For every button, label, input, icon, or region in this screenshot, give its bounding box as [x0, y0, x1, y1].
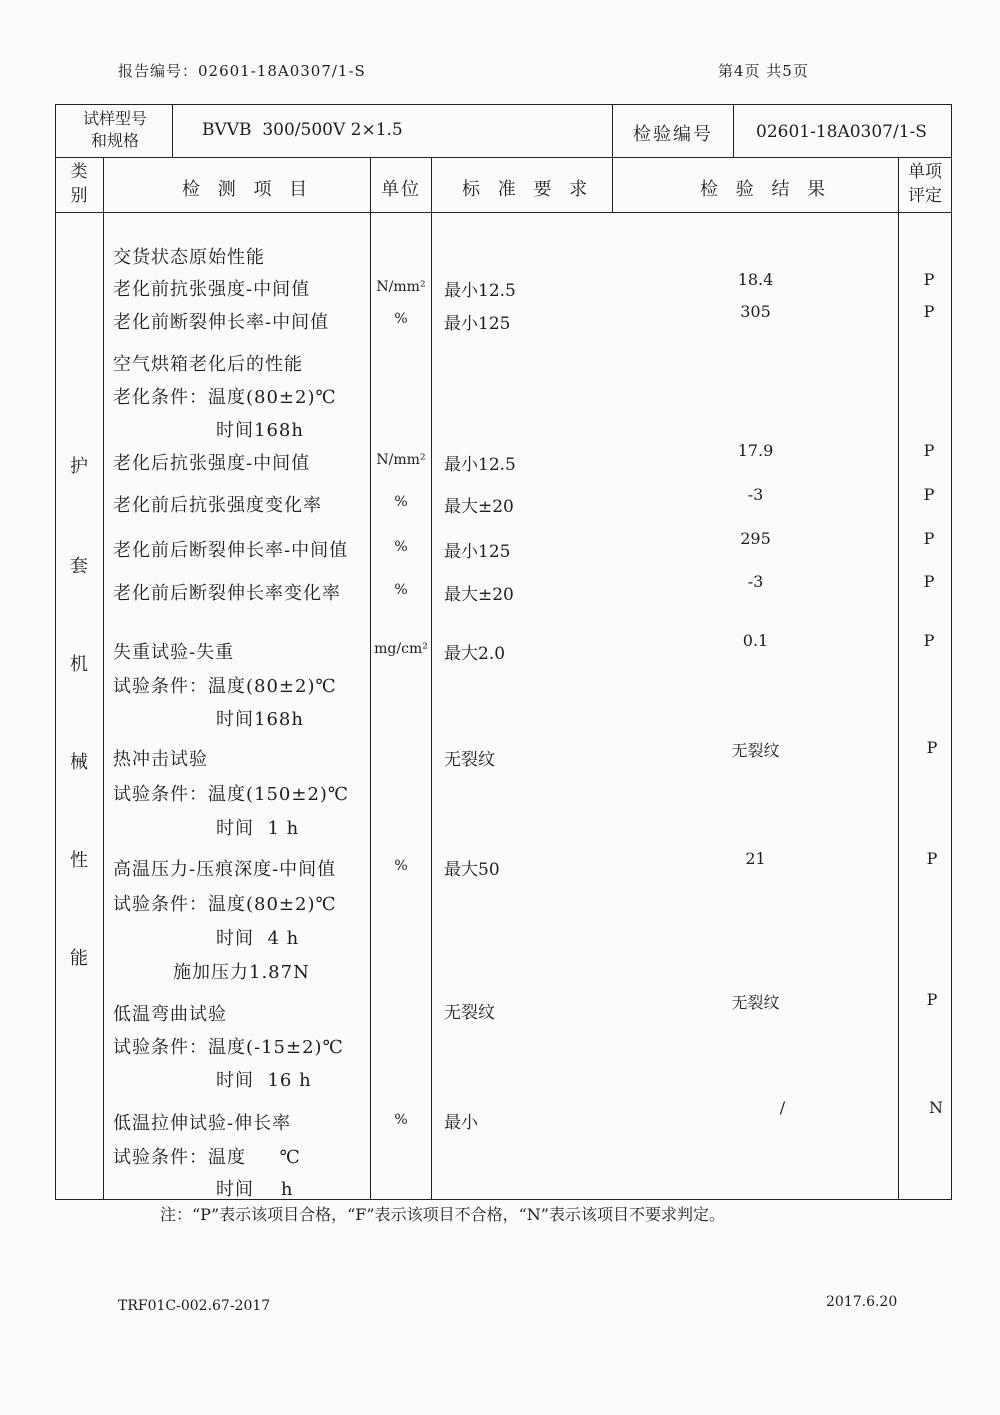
item-label: 试验条件：温度(150±2)℃ — [113, 784, 350, 805]
requirement-cell: 最小12.5 — [444, 281, 516, 301]
item-label: 时间168h — [216, 420, 304, 441]
category-char: 护 — [70, 456, 88, 477]
verdict-cell: P — [926, 849, 938, 868]
unit-cell: % — [394, 494, 408, 510]
requirement-cell: 无裂纹 — [444, 750, 495, 770]
col-header-unit: 单位 — [381, 179, 421, 200]
result-cell: 17.9 — [737, 441, 774, 460]
item-label: 时间 h — [216, 1179, 294, 1200]
model-label-line2: 和规格 — [90, 131, 139, 150]
col-header-result: 检 验 结 果 — [700, 179, 832, 200]
unit-cell: mg/cm² — [374, 641, 428, 657]
result-cell: 305 — [740, 302, 771, 321]
col-header-requirement: 标 准 要 求 — [462, 179, 594, 200]
verdict-cell: P — [923, 529, 935, 548]
verdict-cell: P — [926, 990, 938, 1009]
item-label: 时间168h — [216, 709, 304, 730]
item-label: 老化前后断裂伸长率-中间值 — [113, 540, 349, 561]
item-label: 失重试验-失重 — [113, 642, 235, 663]
col-divider-unit — [431, 157, 432, 1200]
item-label: 热冲击试验 — [113, 749, 208, 770]
model-value: BVVB 300/500V 2×1.5 — [202, 120, 403, 140]
item-label: 试验条件：温度(80±2)℃ — [113, 676, 337, 697]
verdict-cell: P — [923, 572, 935, 591]
item-label: 时间 1 h — [216, 818, 300, 839]
verdict-cell: N — [929, 1098, 943, 1117]
inspection-no-value: 02601-18A0307/1-S — [756, 122, 927, 142]
item-label: 高温压力-压痕深度-中间值 — [113, 859, 337, 880]
col-header-category-line2: 别 — [70, 186, 88, 206]
requirement-cell: 最小125 — [444, 314, 511, 334]
category-char: 性 — [70, 850, 88, 871]
requirement-cell: 最大±20 — [444, 497, 514, 517]
requirement-cell: 最大±20 — [444, 585, 514, 605]
unit-cell: N/mm² — [376, 279, 426, 295]
unit-cell: % — [394, 311, 408, 327]
result-cell: 无裂纹 — [731, 993, 780, 1012]
unit-cell: % — [394, 858, 408, 874]
result-cell: -3 — [747, 485, 764, 504]
result-cell: 无裂纹 — [731, 741, 780, 760]
unit-cell: % — [394, 539, 408, 555]
verdict-cell: P — [923, 631, 935, 650]
col-header-verdict-line2: 评定 — [908, 186, 942, 206]
item-label: 老化条件：温度(80±2)℃ — [113, 387, 337, 408]
result-cell: 295 — [740, 529, 771, 548]
result-cell: / — [779, 1098, 786, 1117]
col-header-verdict — [899, 160, 951, 208]
result-cell: 0.1 — [742, 631, 769, 650]
item-label: 试验条件：温度(80±2)℃ — [113, 894, 337, 915]
page-info: 第4页 共5页 — [718, 62, 809, 80]
inspection-no-label: 检验编号 — [633, 124, 713, 145]
item-label: 试验条件：温度(-15±2)℃ — [113, 1037, 344, 1058]
item-label: 试验条件：温度 ℃ — [113, 1147, 301, 1168]
item-label: 施加压力1.87N — [173, 962, 310, 983]
unit-cell: N/mm² — [376, 452, 426, 468]
item-label: 老化前后断裂伸长率变化率 — [113, 583, 341, 604]
verdict-cell: P — [923, 302, 935, 321]
spec-row-divider — [55, 157, 952, 158]
requirement-cell: 无裂纹 — [444, 1003, 495, 1023]
item-label: 老化前抗张强度-中间值 — [113, 279, 311, 300]
requirement-cell: 最小 — [444, 1113, 478, 1133]
verdict-cell: P — [923, 270, 935, 289]
verdict-cell: P — [923, 441, 935, 460]
legend-note: 注：“P”表示该项目合格，“F”表示该项目不合格，“N”表示该项目不要求判定。 — [160, 1205, 725, 1224]
model-label-line1: 试样型号 — [82, 109, 147, 128]
model-label — [60, 108, 170, 152]
item-label: 老化前断裂伸长率-中间值 — [113, 312, 330, 333]
requirement-cell: 最大50 — [444, 860, 500, 880]
header-row-divider — [55, 212, 952, 213]
item-label: 低温弯曲试验 — [113, 1004, 227, 1025]
col-divider-category — [103, 157, 104, 1200]
item-label: 空气烘箱老化后的性能 — [113, 354, 303, 375]
item-label: 低温拉伸试验-伸长率 — [113, 1113, 292, 1134]
category-char: 套 — [70, 556, 88, 577]
unit-cell: % — [394, 582, 408, 598]
requirement-cell: 最大2.0 — [444, 644, 506, 664]
col-divider-result — [898, 157, 899, 1200]
verdict-cell: P — [923, 485, 935, 504]
col-header-category-line1: 类 — [70, 162, 88, 182]
col-header-category — [56, 160, 102, 208]
col-header-verdict-line1: 单项 — [908, 162, 942, 182]
requirement-cell: 最小12.5 — [444, 455, 516, 475]
item-label: 时间 4 h — [216, 928, 300, 949]
result-cell: -3 — [747, 572, 764, 591]
unit-cell: % — [394, 1112, 408, 1128]
spec-divider-3 — [733, 104, 734, 157]
category-char: 能 — [70, 948, 88, 969]
verdict-cell: P — [926, 738, 938, 757]
item-label: 老化后抗张强度-中间值 — [113, 453, 311, 474]
result-cell: 18.4 — [737, 270, 774, 289]
col-header-item: 检 测 项 目 — [182, 179, 314, 200]
requirement-cell: 最小125 — [444, 542, 511, 562]
form-date: 2017.6.20 — [826, 1294, 898, 1310]
result-cell: 21 — [745, 849, 766, 868]
spec-divider-2 — [612, 104, 613, 212]
item-label: 老化前后抗张强度变化率 — [113, 495, 322, 516]
category-char: 机 — [70, 654, 88, 675]
report-number: 报告编号：02601-18A0307/1-S — [118, 62, 366, 80]
item-label: 交货状态原始性能 — [113, 247, 265, 268]
category-char: 械 — [70, 752, 88, 773]
form-number: TRF01C-002.67-2017 — [118, 1298, 271, 1314]
spec-divider-1 — [172, 104, 173, 157]
item-label: 时间 16 h — [216, 1070, 312, 1091]
